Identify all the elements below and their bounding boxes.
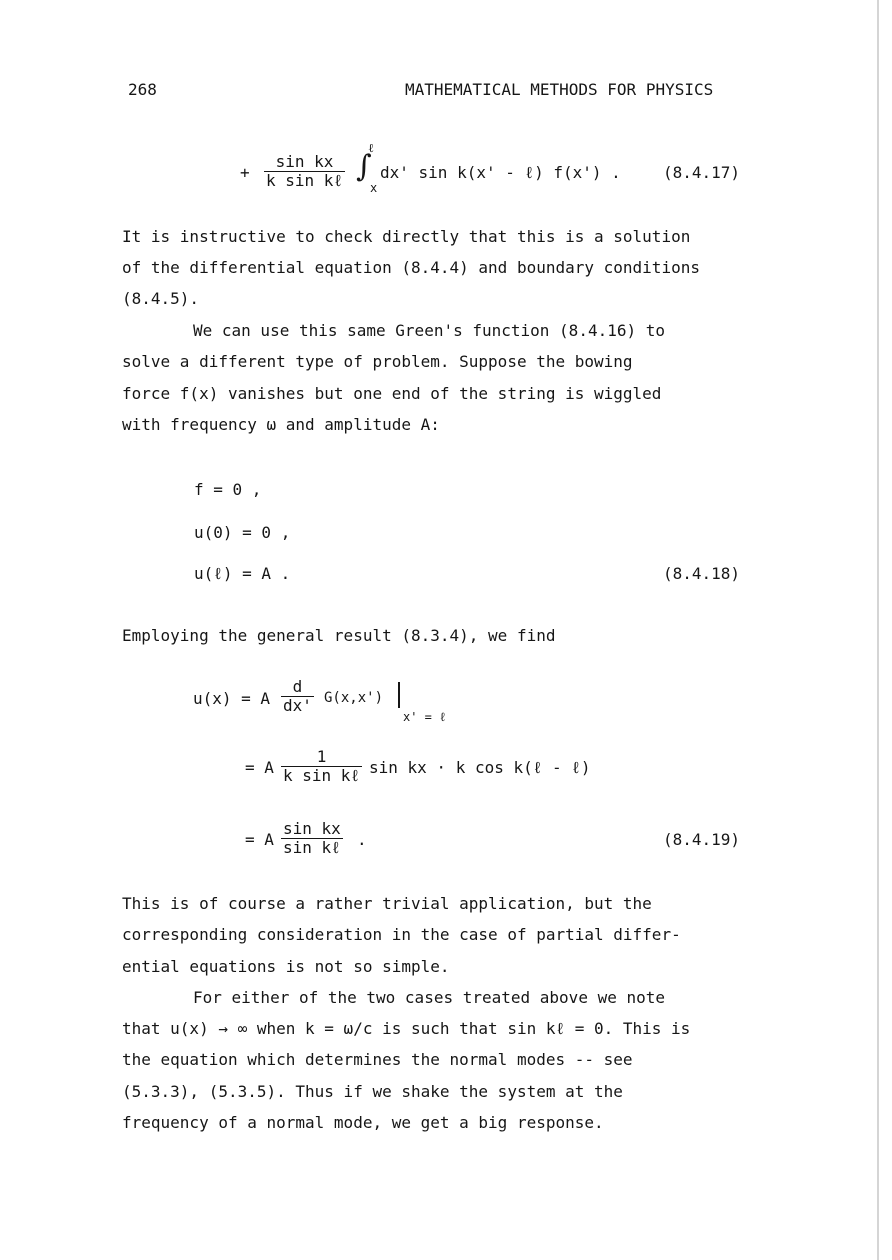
paragraph-5-line-2: that u(x) → ∞ when k = ω/c is such that sin kℓ = 0. This is [122,1019,691,1038]
page-edge-rule [877,0,879,1260]
paragraph-2-line-1: We can use this same Green's function (8.4.16) to [193,321,666,340]
greens-function: G(x,x') [324,690,384,706]
plus-sign: + [240,163,250,182]
equation-8-4-19-line-2 [245,747,591,788]
fraction-numerator: sin kx [264,153,345,172]
paragraph-5-line-1: For either of the two cases treated above we note [193,988,666,1007]
equation-8-4-19-line-3 [245,820,405,860]
paragraph-4-line-3: ential equations is not so simple. [122,957,450,976]
paragraph-5-line-4: (5.3.3), (5.3.5). Thus if we shake the system at the [122,1082,623,1101]
equation-label-8-4-17: (8.4.17) [663,163,741,182]
paragraph-2-line-3: force f(x) vanishes but one end of the string is wiggled [122,384,662,403]
integral-sign: ∫ [356,149,372,184]
evaluation-bar [398,682,400,708]
fraction-sinkx-over-ksinkl [264,153,345,190]
paragraph-4-line-1: This is of course a rather trivial application, but the [122,894,652,913]
fraction-1-over-ksinkl [281,748,362,785]
paragraph-2-line-2: solve a different type of problem. Suppose the bowing [122,352,633,371]
fraction-denominator: k sin kℓ [266,171,344,190]
paragraph-1-line-2: of the differential equation (8.4.4) and boundary conditions [122,258,700,277]
paragraph-4-line-2: corresponding consideration in the case of partial differ- [122,925,681,944]
paragraph-5-line-5: frequency of a normal mode, we get a big response. [122,1113,604,1132]
integrand: dx' sin k(x' - ℓ) f(x') . [380,163,621,182]
paragraph-1-line-1: It is instructive to check directly that this is a solution [122,227,691,246]
equation-label-8-4-18: (8.4.18) [663,564,741,583]
equation-8-4-19-line-1 [193,678,493,726]
running-title: MATHEMATICAL METHODS FOR PHYSICS [405,80,714,99]
equation-8-4-18-line-3: u(ℓ) = A . [194,564,291,583]
fraction-numerator: sin kx [283,819,341,838]
paragraph-3-line-1: Employing the general result (8.3.4), we find [122,626,556,645]
page-number: 268 [128,80,157,99]
fraction-denominator: k sin kℓ [283,766,361,785]
integral-lower-limit: x [370,181,378,195]
paragraph-1-line-3: (8.4.5). [122,289,200,308]
evaluation-point: x' = ℓ [403,710,447,724]
paragraph-2-line-4: with frequency ω and amplitude A: [122,415,440,434]
integral-upper-limit: ℓ [368,141,374,155]
fraction-sinkx-over-sinkl [281,820,343,857]
fraction-denominator: sin kℓ [283,838,341,857]
equation-label-8-4-19: (8.4.19) [663,830,741,849]
eq-line2-rest: sin kx · k cos k(ℓ - ℓ) [369,758,591,777]
derivative-d-dxprime [281,678,314,715]
eq-lhs: u(x) = A [193,689,271,708]
derivative-numerator: d [281,678,314,697]
fraction-numerator: 1 [281,748,362,767]
eq-line3-period: . [357,830,367,849]
paragraph-5-line-3: the equation which determines the normal modes -- see [122,1050,633,1069]
derivative-denominator: dx' [283,696,312,715]
equation-8-4-18-line-1: f = 0 , [194,480,262,499]
equation-8-4-18-line-2: u(0) = 0 , [194,523,291,542]
eq-line3-prefix: = A [245,830,274,849]
eq-line2-prefix: = A [245,758,274,777]
